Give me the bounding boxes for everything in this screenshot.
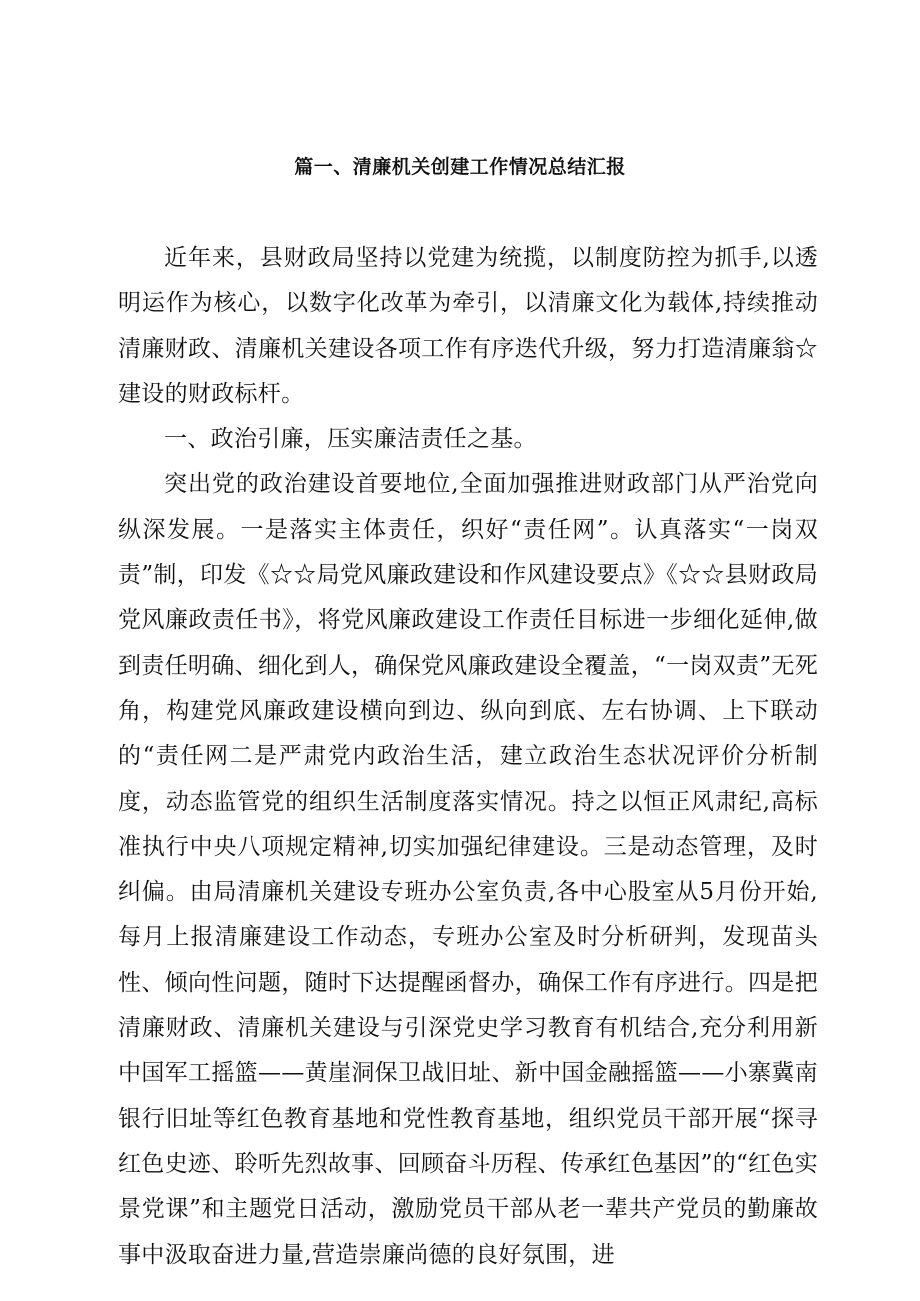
document-body bbox=[118, 236, 818, 1278]
document-title: 篇一、清廉机关创建工作情况总结汇报 bbox=[294, 156, 626, 178]
section-paragraph: 突出党的政治建设首要地位,全面加强推进财政部门从严治党向纵深发展。一是落实主体责任，织好“责任网”。认真落实“一岗双责”制，印发《☆☆局党风廉政建设和作风建设要点》《☆☆县财政局党风廉政责任书》，将党风廉政建设工作责任目标进一步细化延伸,做到责任明确、细化到人，确保党风廉政建设全覆盖，“一岗双责”无死角，构建党风廉政建设横向到边、纵向到底、左右协调、上下联动的“责任网二是严肃党内政治生活，建立政治生态状况评价分析制度，动态监管党的组织生活制度落实情况。持之以恒正风肃纪,高标准执行中央八项规定精神,切实加强纪律建设。三是动态管理，及时纠偏。由局清廉机关建设专班办公室负责,各中心股室从5月份开始,每月上报清廉建设工作动态，专班办公室及时分析研判，发现苗头性、倾向性问题，随时下达提醒函督办，确保工作有序进行。四是把清廉财政、清廉机关建设与引深党史学习教育有机结合,充分利用新中国军工摇篮——黄崖洞保卫战旧址、新中国金融摇篮——小寨冀南银行旧址等红色教育基地和党性教育基地，组织党员干部开展“探寻红色史迹、聆听先烈故事、回顾奋斗历程、传承红色基因”的“红色实景党课”和主题党日活动，激励党员干部从老一辈共产党员的勤廉故事中汲取奋进力量,营造崇廉尚德的良好氛围，进 bbox=[118, 471, 818, 1268]
intro-paragraph: 近年来，县财政局坚持以党建为统揽，以制度防控为抓手,以透明运作为核心，以数字化改革为牵引，以清廉文化为载体,持续推动清廉财政、清廉机关建设各项工作有序迭代升级，努力打造清廉翁☆建设的财政标杆。 bbox=[118, 245, 818, 407]
section-heading: 一、政治引廉，压实廉洁责任之基。 bbox=[164, 426, 537, 453]
